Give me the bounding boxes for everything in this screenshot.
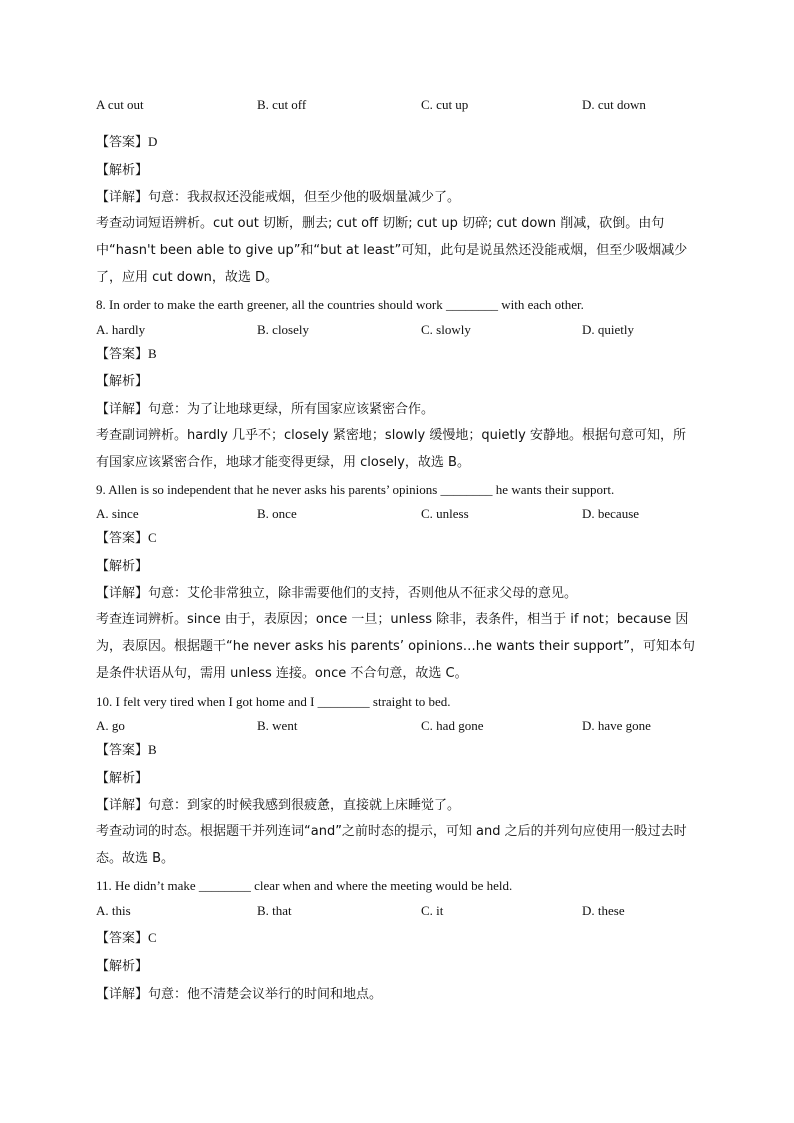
- q10-option-d: D. have gone: [582, 718, 651, 733]
- q10-answer: [96, 742, 706, 759]
- q10-option-b: B. went: [257, 718, 298, 733]
- q11-option-d: D. these: [582, 903, 625, 918]
- answer-value: D: [148, 134, 158, 149]
- q8-answer: [96, 346, 706, 363]
- q8-question: 8. In order to make the earth greener, all the countries should work ________ with each other.: [96, 297, 584, 312]
- q9-option-c: C. unless: [421, 506, 469, 521]
- answer-value: B: [148, 346, 157, 361]
- q8-option-a: A. hardly: [96, 322, 146, 337]
- q10-option-c: C. had gone: [421, 718, 484, 733]
- q9-question: 9. Allen is so independent that he never asks his parents’ opinions ________ he wants their support.: [96, 482, 615, 497]
- q11-analysis-label: 【解析】: [96, 959, 149, 974]
- q9-answer: [96, 530, 706, 547]
- detail-label: 【详解】: [96, 190, 149, 205]
- q8-option-b: B. closely: [257, 322, 309, 337]
- q7-detail: [96, 189, 706, 206]
- q7-answer: [96, 134, 706, 151]
- q8-analysis-label: 【解析】: [96, 374, 149, 389]
- detail-text: 句意：为了让地球更绿，所有国家应该紧密合作。: [148, 402, 435, 417]
- detail-text: 句意：到家的时候我感到很疲惫，直接就上床睡觉了。: [148, 798, 461, 813]
- q8-option-d: D. quietly: [582, 322, 634, 337]
- q9-option-a: A. since: [96, 506, 139, 521]
- q11-option-b: B. that: [257, 903, 292, 918]
- answer-value: C: [148, 930, 157, 945]
- answer-label: 【答案】: [96, 743, 149, 758]
- q10-analysis-label: 【解析】: [96, 771, 149, 786]
- q8-detail: [96, 401, 706, 418]
- q11-option-c: C. it: [421, 903, 444, 918]
- q11-option-a: A. this: [96, 903, 131, 918]
- q9-detail: [96, 585, 706, 602]
- q10-explanation: 考查动词的时态。根据题干并列连词“and”之前时态的提示，可知 and 之后的并列句应使用一般过去时态。故选 B。: [96, 824, 687, 866]
- q8-option-c: C. slowly: [421, 322, 471, 337]
- q9-analysis-label: 【解析】: [96, 559, 149, 574]
- q9-explanation: 考查连词辨析。since 由于，表原因；once 一旦；unless 除非，表条件，相当于 if not；because 因为，表原因。根据题干“he never asks his parents’ opinions…he wants their support”，可知本句是条件状语从句，需用 unless 连接。once 不合句意，故选 C。: [96, 612, 696, 681]
- q10-option-a: A. go: [96, 718, 125, 733]
- answer-value: B: [148, 742, 157, 757]
- q7-option-a: A cut out: [96, 97, 144, 112]
- detail-label: 【详解】: [96, 402, 149, 417]
- q7-option-d: D. cut down: [582, 97, 646, 112]
- q11-answer: [96, 930, 706, 947]
- q7-option-c: C. cut up: [421, 97, 469, 112]
- q7-explanation: 考查动词短语辨析。cut out 切断，删去; cut off 切断; cut up 切碎; cut down 削减，砍倒。由句中“hasn't been able to give up”和“but at least”可知，此句是说虽然还没能戒烟，但至少吸烟减少了，应用 cut down，故选 D。: [96, 216, 688, 285]
- detail-label: 【详解】: [96, 987, 149, 1002]
- q7-analysis-label: 【解析】: [96, 163, 149, 178]
- answer-value: C: [148, 530, 157, 545]
- detail-label: 【详解】: [96, 586, 149, 601]
- q8-explanation: 考查副词辨析。hardly 几乎不；closely 紧密地；slowly 缓慢地；quietly 安静地。根据句意可知，所有国家应该紧密合作，地球才能变得更绿，用 closely，故选 B。: [96, 428, 686, 470]
- q7-option-b: B. cut off: [257, 97, 307, 112]
- answer-label: 【答案】: [96, 347, 149, 362]
- detail-text: 句意：我叔叔还没能戒烟，但至少他的吸烟量减少了。: [148, 190, 461, 205]
- q9-option-b: B. once: [257, 506, 297, 521]
- detail-text: 句意：艾伦非常独立，除非需要他们的支持，否则他从不征求父母的意见。: [148, 586, 578, 601]
- q9-option-d: D. because: [582, 506, 640, 521]
- answer-label: 【答案】: [96, 931, 149, 946]
- q10-detail: [96, 797, 706, 814]
- q10-question: 10. I felt very tired when I got home and I ________ straight to bed.: [96, 694, 451, 709]
- q11-detail: [96, 986, 706, 1003]
- detail-label: 【详解】: [96, 798, 149, 813]
- answer-label: 【答案】: [96, 135, 149, 150]
- detail-text: 句意：他不清楚会议举行的时间和地点。: [148, 987, 383, 1002]
- q11-question: 11. He didn’t make ________ clear when and where the meeting would be held.: [96, 878, 513, 893]
- answer-label: 【答案】: [96, 531, 149, 546]
